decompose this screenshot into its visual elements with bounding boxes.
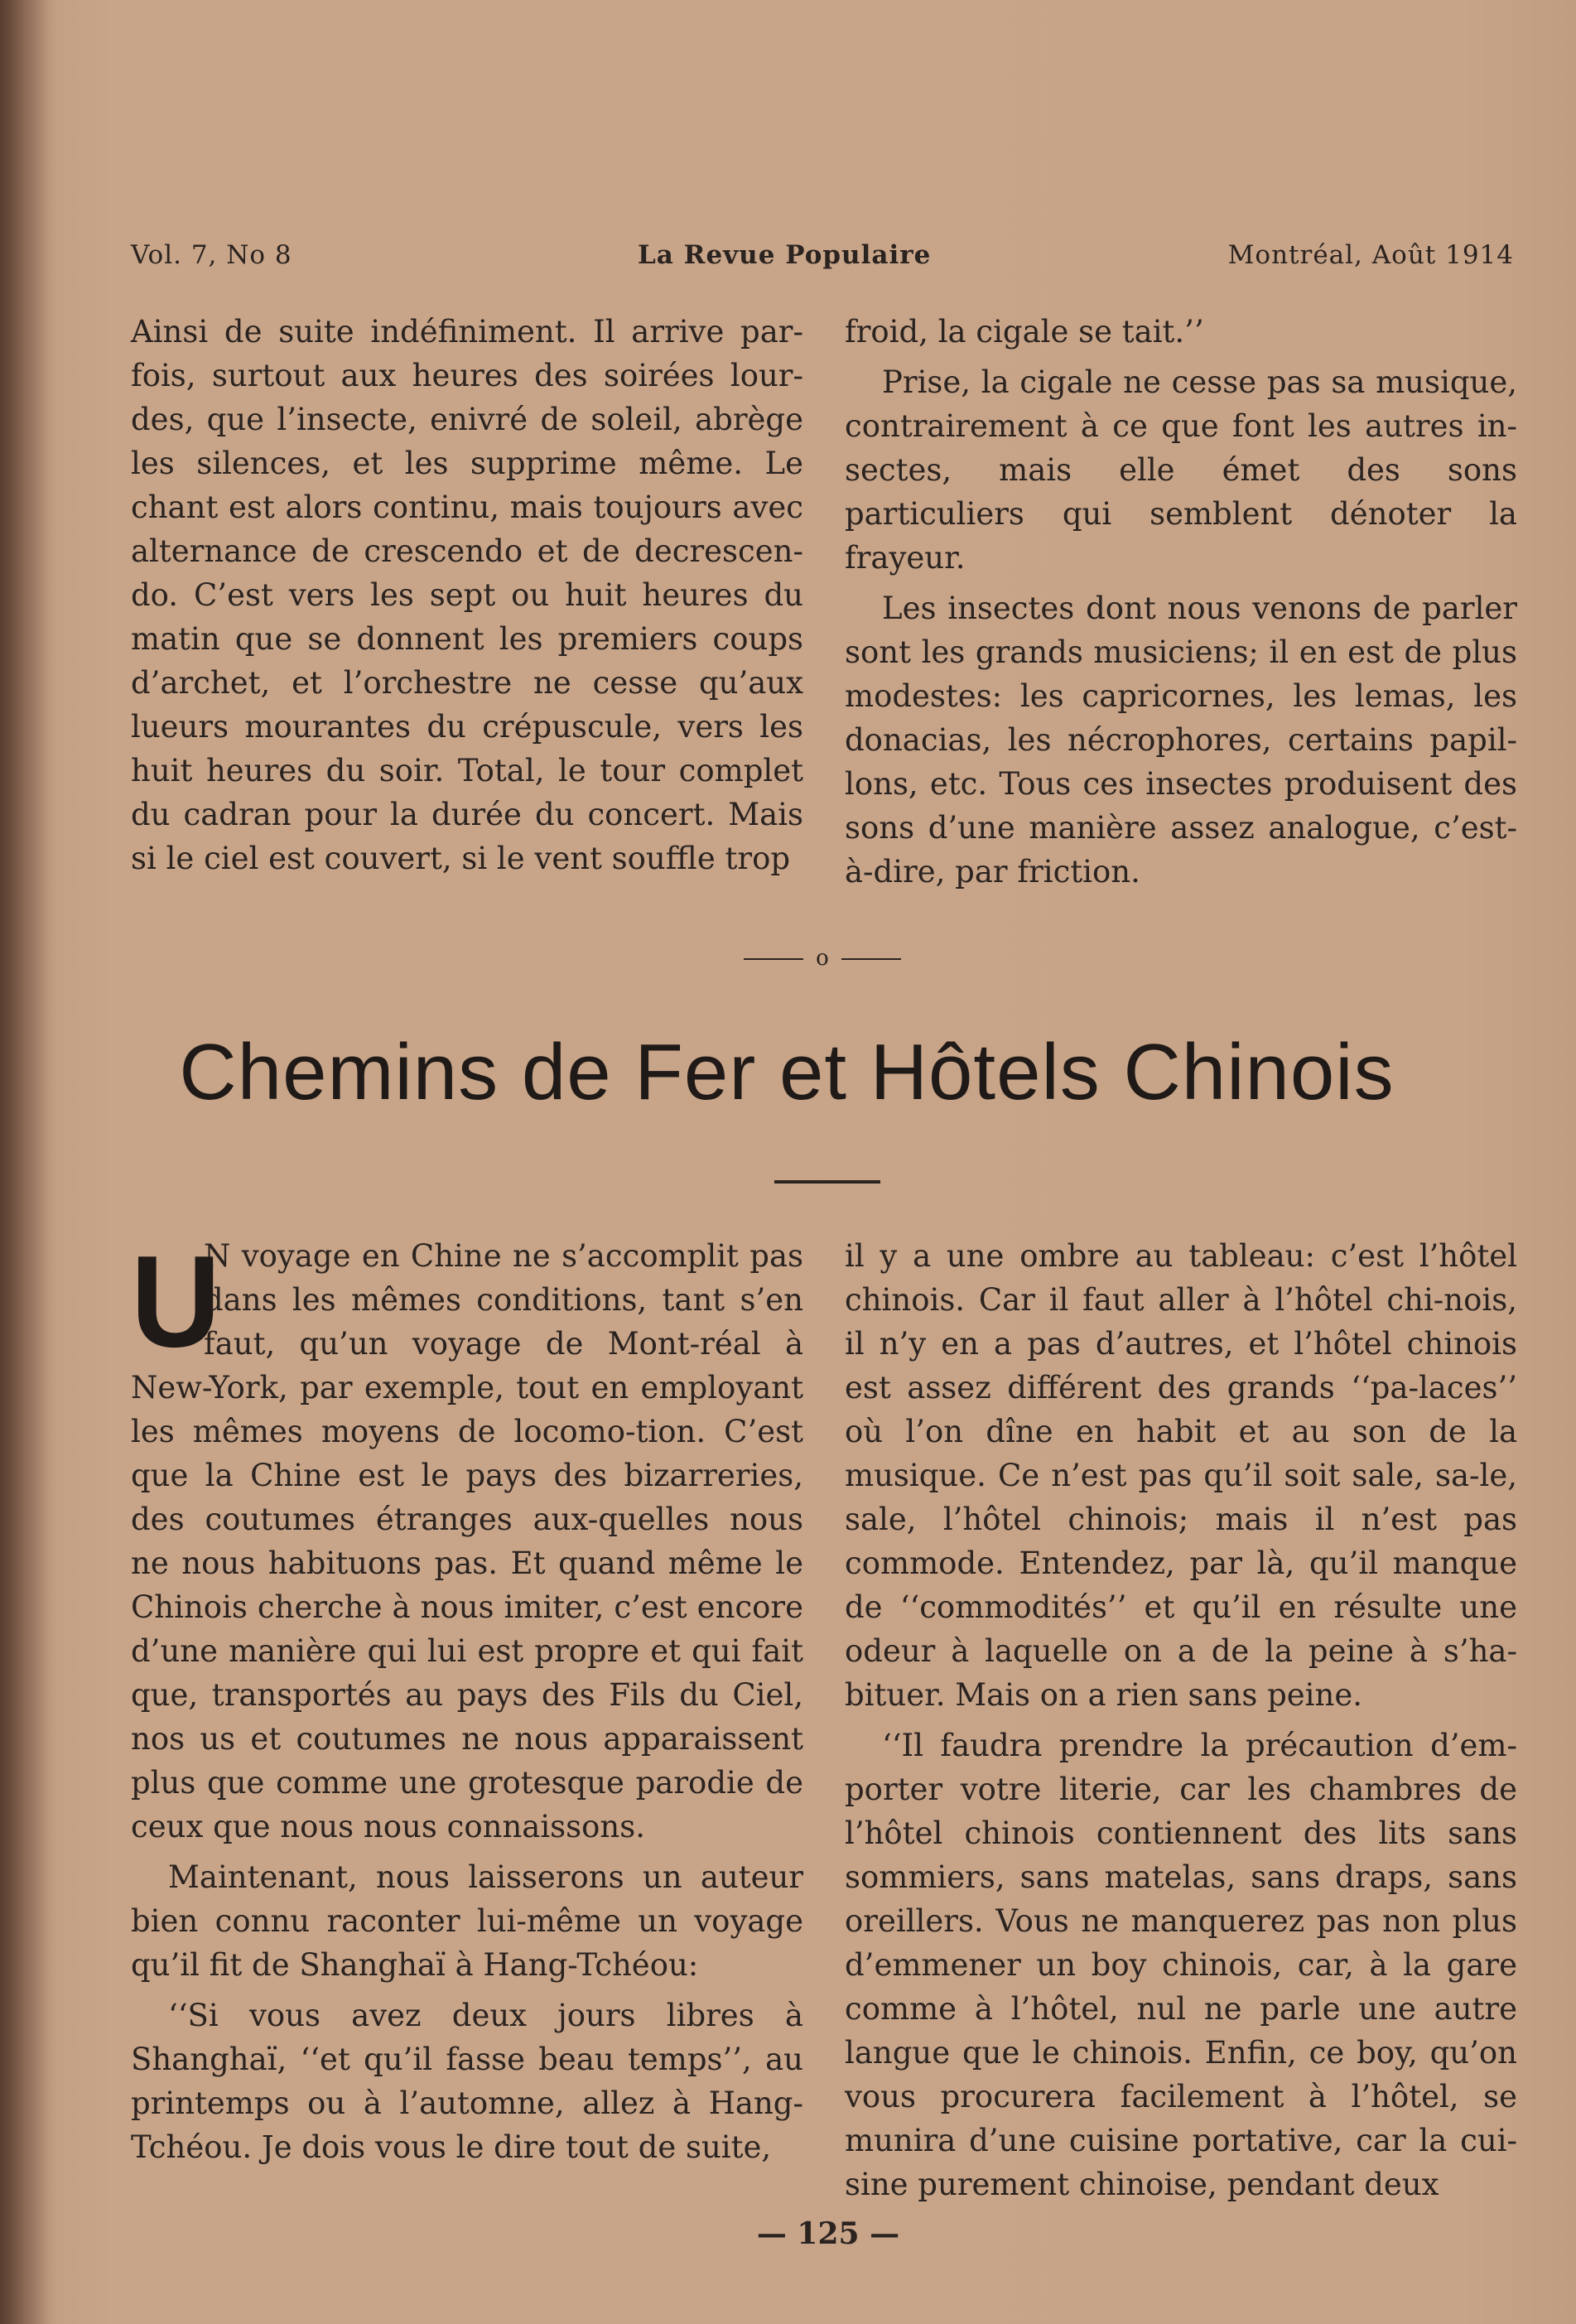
paragraph-with-dropcap bbox=[131, 1227, 803, 1849]
separator-line-right bbox=[841, 958, 901, 960]
paragraph: ‘‘Il faudra prendre la précaution d’em-porter votre literie, car les chambres de l’hôtel chinois contiennent des lits sans sommiers, sans matelas, sans draps, sans oreillers. Vous ne manquerez pas non plus d’emmener un boy chinois, car, à la gare comme à l’hôtel, nul ne parle une autre langue que le chinois. Enfin, ce boy, qu’on vous procurera facilement à l’hôtel, se munira d’une cuisine portative, car la cui-sine purement chinoise, pendant deux bbox=[845, 1728, 1517, 2202]
previous-article-column-left bbox=[131, 310, 803, 890]
paragraph: ‘‘Si vous avez deux jours libres à Shanghaï, ‘‘et qu’il fasse beau temps’’, au printemps ou à l’automne, allez à Hang-Tchéou. Je dois vous le dire tout de suite, bbox=[131, 1998, 803, 2165]
separator-line-left bbox=[744, 958, 803, 960]
paragraph: Maintenant, nous laisserons un auteur bien connu raconter lui-même un voyage qu’il fit de Shanghaï à Hang-Tchéou: bbox=[131, 1859, 803, 1983]
paragraph-text: N voyage en Chine ne s’accomplit pas dans les mêmes conditions, tant s’en faut, qu’un voyage de Mont-réal à New-York, par exemple, tout en employant les mêmes moyens de locomo-tion. C’est que la Chine est le pays des bizarreries, des coutumes étranges aux-quelles nous ne nous habituons pas. Et quand même le Chinois cherche à nous imiter, c’est encore d’une manière qui lui est propre et qui fait que, transportés au pays des Fils du Ciel, nos us et coutumes ne nous apparaissent plus que comme une grotesque parodie de ceux que nous nous connaissons. bbox=[131, 1238, 803, 1844]
header-place-date: Montréal, Août 1914 bbox=[1227, 240, 1514, 270]
paragraph: Ainsi de suite indéfiniment. Il arrive par-fois, surtout aux heures des soirées lour-des, que l’insecte, enivré de soleil, abrège les silences, et les supprime même. Le chant est alors continu, mais toujours avec alternance de crescendo et de decrescen-do. C’est vers les sept ou huit heures du matin que se donnent les premiers coups d’archet, et l’orchestre ne cesse qu’aux lueurs mourantes du crépuscule, vers les huit heures du soir. Total, le tour complet du cadran pour la durée du concert. Mais si le ciel est couvert, si le vent souffle trop bbox=[131, 314, 803, 876]
previous-article-column-right bbox=[845, 310, 1517, 890]
page-number: — 125 — bbox=[756, 2216, 900, 2251]
article-title: Chemins de Fer et Hôtels Chinois bbox=[179, 1028, 1395, 1116]
running-header bbox=[131, 240, 1514, 273]
header-volume: Vol. 7, No 8 bbox=[131, 240, 292, 270]
article-column-left bbox=[131, 1227, 803, 2211]
paragraph: il y a une ombre au tableau: c’est l’hôtel chinois. Car il faut aller à l’hôtel chi-nois, il n’y en a pas d’autres, et l’hôtel chinois est assez différent des grands ‘‘pa-laces’’ où l’on dîne en habit et au son de la musique. Ce n’est pas qu’il soit sale, sa-le, sale, l’hôtel chinois; mais il n’est pas commode. Entendez, par là, qu’il manque de ‘‘commodités’’ et qu’il en résulte une odeur à laquelle on a de la peine à s’ha-bituer. Mais on a rien sans peine. bbox=[845, 1238, 1517, 1713]
separator-mark: o bbox=[816, 946, 829, 971]
paragraph: Prise, la cigale ne cesse pas sa musique, contrairement à ce que font les autres in-sectes, mais elle émet des sons particuliers qui semblent dénoter la frayeur. bbox=[845, 364, 1517, 576]
title-rule bbox=[774, 1180, 880, 1184]
book-spine-shadow bbox=[0, 0, 50, 2324]
drop-cap: U bbox=[131, 1227, 221, 1375]
paragraph: Les insectes dont nous venons de parler sont les grands musiciens; il en est de plus modestes: les capricornes, les lemas, les donacias, les nécrophores, certains papil-lons, etc. Tous ces insectes produisent des sons d’une manière assez analogue, c’est-à-dire, par friction. bbox=[845, 591, 1517, 890]
header-publication: La Revue Populaire bbox=[638, 240, 932, 270]
paragraph: froid, la cigale se tait.’’ bbox=[845, 314, 1204, 350]
section-separator bbox=[744, 946, 901, 971]
article-column-right bbox=[845, 1234, 1517, 2211]
